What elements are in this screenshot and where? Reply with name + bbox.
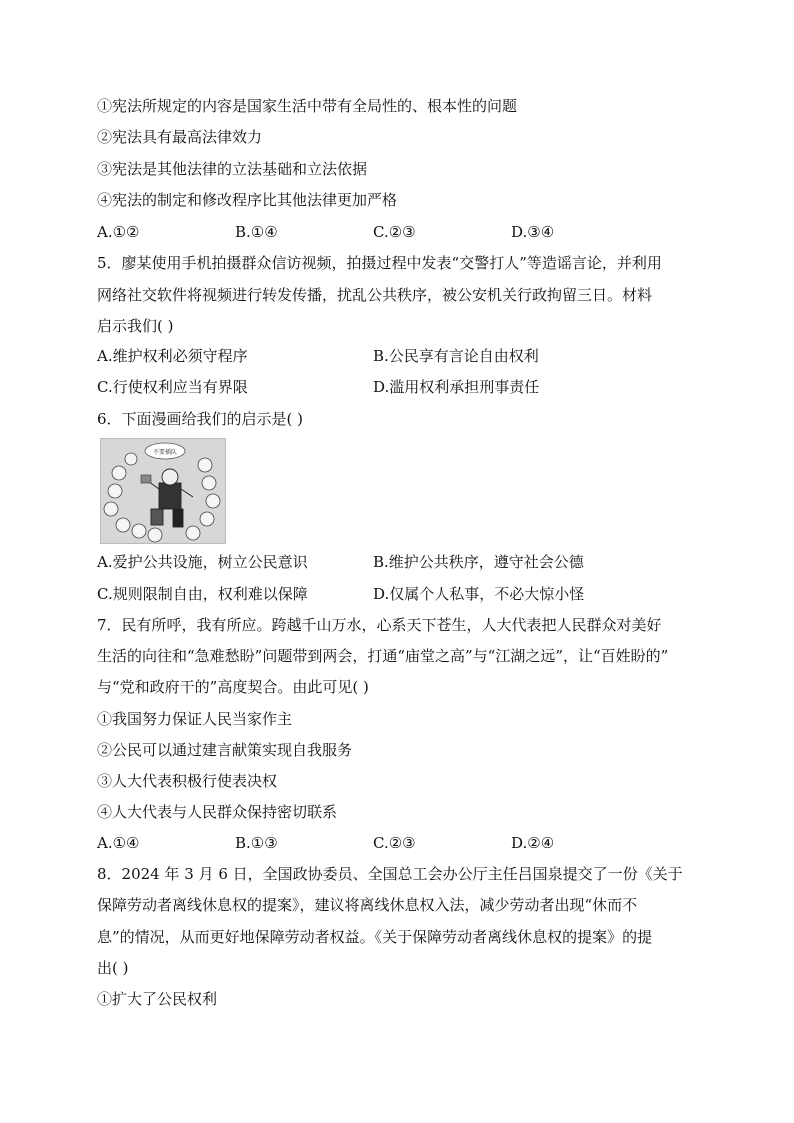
q7-stem-line-1: 7．民有所呼，我有所应。跨越千山万水，心系天下苍生，人大代表把人民群众对美好: [97, 616, 662, 634]
q5-option-b: B.公民享有言论自由权利: [373, 347, 539, 365]
q5-stem-line-2: 网络社交软件将视频进行转发传播，扰乱公共秩序，被公安机关行政拘留三日。材料: [97, 286, 653, 304]
q4-item-4: ④宪法的制定和修改程序比其他法律更加严格: [97, 191, 398, 209]
q5-stem-line-1: 5．廖某使用手机拍摄群众信访视频，拍摄过程中发表“交警打人”等造谣言论，并利用: [97, 254, 662, 272]
q4-item-3: ③宪法是其他法律的立法基础和立法依据: [97, 160, 368, 178]
q7-stem-line-3: 与“党和政府干的”高度契合。由此可见( ): [97, 678, 369, 696]
q7-item-1: ①我国努力保证人民当家作主: [97, 710, 293, 728]
q5-stem-line-3: 启示我们( ): [97, 317, 174, 335]
q5-option-d: D.滥用权利承担刑事责任: [373, 378, 540, 396]
q4-option-a: A.①②: [97, 223, 140, 241]
q5-option-a: A.维护权利必须守程序: [97, 347, 248, 365]
q7-option-b: B.①③: [235, 834, 278, 852]
q8-item-1: ①扩大了公民权利: [97, 990, 218, 1008]
q8-stem-line-2: 保障劳动者离线休息权的提案》，建议将离线休息权入法，减少劳动者出现“休而不: [97, 896, 638, 914]
q6-option-c: C.规则限制自由，权利难以保障: [97, 585, 308, 603]
cartoon-speech-text: 不要插队: [152, 449, 178, 456]
q7-item-3: ③人大代表积极行使表决权: [97, 772, 278, 790]
q6-option-d: D.仅属个人私事，不必大惊小怪: [373, 585, 585, 603]
q4-option-d: D.③④: [511, 223, 555, 241]
q6-option-a: A.爱护公共设施，树立公民意识: [97, 553, 308, 571]
q7-item-4: ④人大代表与人民群众保持密切联系: [97, 803, 338, 821]
q7-option-c: C.②③: [373, 834, 416, 852]
q4-item-2: ②宪法具有最高法律效力: [97, 128, 263, 146]
q6-stem: 6．下面漫画给我们的启示是( ): [97, 410, 304, 428]
queue-jumping-cartoon: [100, 438, 226, 544]
q4-item-1: ①宪法所规定的内容是国家生活中带有全局性的、根本性的问题: [97, 97, 518, 115]
q8-stem-line-4: 出( ): [97, 959, 129, 977]
q7-item-2: ②公民可以通过建言献策实现自我服务: [97, 741, 353, 759]
q7-option-a: A.①④: [97, 834, 140, 852]
q8-stem-line-1: 8．2024 年 3 月 6 日，全国政协委员、全国总工会办公厅主任吕国泉提交了一份《关于: [97, 865, 683, 883]
q4-option-c: C.②③: [373, 223, 416, 241]
cartoon-illustration: [101, 439, 225, 543]
q8-stem-line-3: 息”的情况，从而更好地保障劳动者权益。《关于保障劳动者离线休息权的提案》的提: [97, 928, 653, 946]
q4-option-b: B.①④: [235, 223, 278, 241]
q5-option-c: C.行使权利应当有界限: [97, 378, 248, 396]
q7-stem-line-2: 生活的向往和“急难愁盼”问题带到两会，打通“庙堂之高”与“江湖之远”，让“百姓盼的”: [97, 647, 669, 665]
q6-option-b: B.维护公共秩序，遵守社会公德: [373, 553, 584, 571]
q7-option-d: D.②④: [511, 834, 555, 852]
